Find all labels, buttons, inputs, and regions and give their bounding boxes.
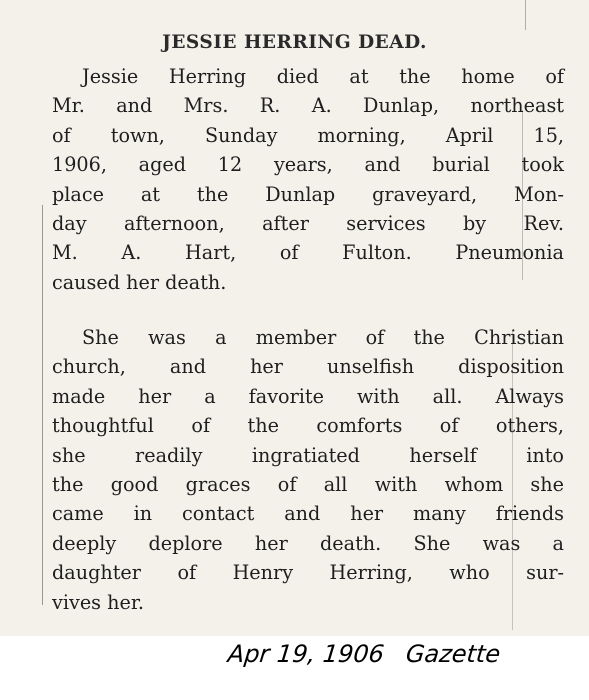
article-headline: JESSIE HERRING DEAD.	[162, 32, 427, 53]
handwritten-caption	[227, 640, 502, 668]
text-line: Jessie Herring died at the home of	[82, 65, 564, 88]
text-line: She was a member of the Christian	[82, 326, 564, 349]
text-line: 1906, aged 12 years, and burial took	[52, 153, 564, 177]
clipping-edge-line	[42, 205, 43, 605]
clipping-edge-line	[525, 0, 526, 30]
text-line: caused her death.	[52, 270, 227, 294]
text-line: of town, Sunday morning, April 15,	[52, 123, 564, 147]
text-line: day afternoon, after services by Rev.	[52, 212, 564, 236]
text-line: vives her.	[52, 590, 144, 614]
article-paragraph-2	[52, 323, 564, 617]
text-line: thoughtful of the comforts of others,	[52, 414, 564, 438]
text-line: the good graces of all with whom she	[52, 473, 564, 497]
text-line: made her a favorite with all. Always	[52, 384, 564, 408]
caption-date: Apr 19, 1906	[226, 640, 386, 668]
text-line: deeply deplore her death. She was a	[52, 531, 564, 555]
text-line: church, and her unselfish disposition	[52, 355, 564, 379]
article-paragraph-1	[52, 62, 564, 297]
caption-source: Gazette	[404, 640, 502, 668]
text-line: place at the Dunlap graveyard, Mon-	[52, 182, 564, 206]
text-line: M. A. Hart, of Fulton. Pneumonia	[52, 241, 564, 265]
text-line: daughter of Henry Herring, who sur-	[52, 561, 564, 585]
text-line: she readily ingratiated herself into	[52, 443, 564, 467]
text-line: Mr. and Mrs. R. A. Dunlap, northeast	[52, 94, 564, 118]
text-line: came in contact and her many friends	[52, 502, 564, 526]
